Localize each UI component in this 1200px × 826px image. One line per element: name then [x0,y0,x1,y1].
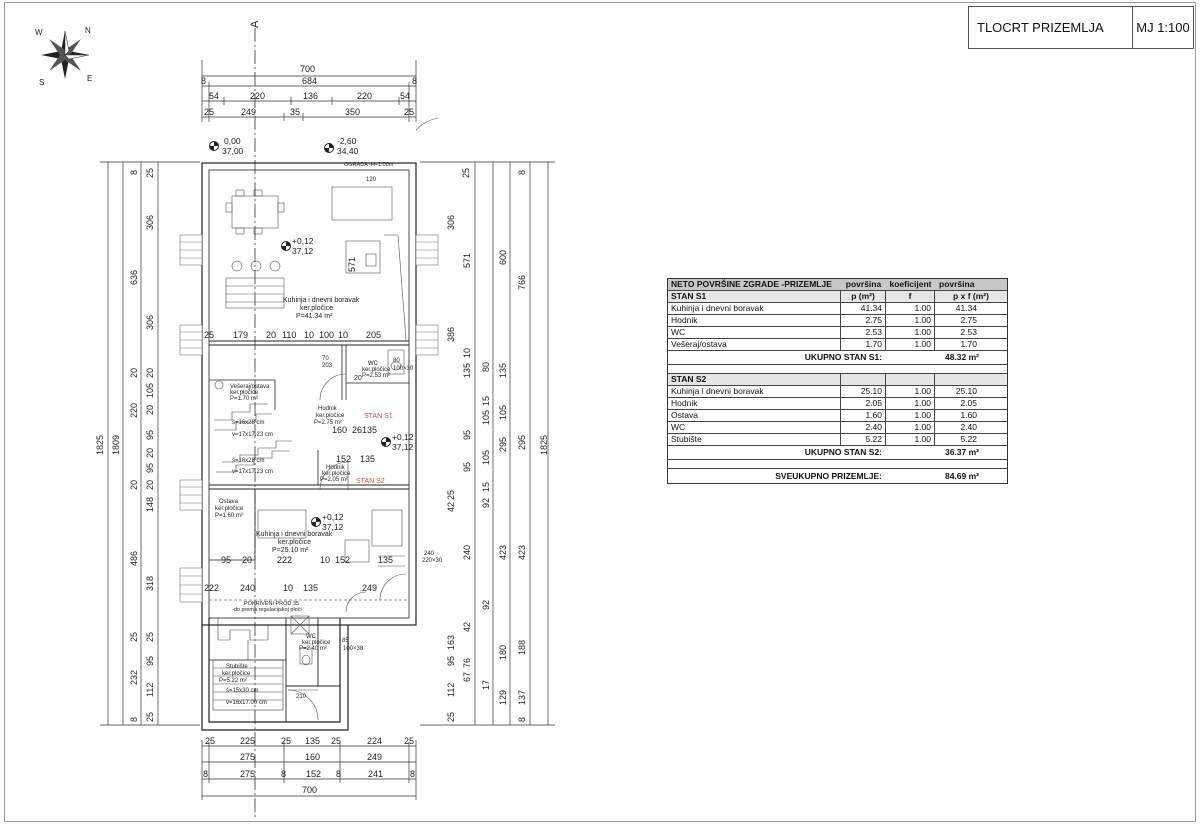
svg-text:241: 241 [368,769,384,779]
table-spacer [668,460,1007,469]
svg-text:25: 25 [204,107,215,117]
svg-text:10: 10 [320,555,331,565]
svg-text:220×30: 220×30 [422,558,443,564]
svg-text:70: 70 [322,356,329,362]
svg-text:35: 35 [290,107,301,117]
svg-text:-2,60: -2,60 [337,136,357,146]
svg-text:P=1.60 m²: P=1.60 m² [215,513,243,519]
svg-text:684: 684 [302,76,318,86]
section-axis-label: A [249,20,261,28]
svg-text:25: 25 [129,631,139,642]
svg-text:423: 423 [498,544,508,560]
room-label-s1-utility [230,384,270,402]
svg-text:232: 232 [129,669,139,685]
room-labels [215,297,394,684]
svg-text:25: 25 [205,736,216,746]
svg-text:95: 95 [446,655,456,666]
svg-text:25: 25 [145,167,155,178]
svg-text:249: 249 [362,583,378,593]
room-label-s1-hall [314,406,345,426]
level-mark [312,512,344,532]
svg-text:95: 95 [145,655,155,666]
svg-text:222: 222 [204,583,220,593]
svg-text:148: 148 [145,496,155,512]
svg-text:Stubište: Stubište [226,664,248,670]
compass-icon [35,26,92,87]
svg-text:160: 160 [332,425,348,435]
svg-text:700: 700 [300,64,316,74]
svg-text:225: 225 [240,736,256,746]
svg-text:306: 306 [145,314,155,330]
svg-text:š=16x28 cm: š=16x28 cm [232,420,265,426]
svg-text:š=15x30 cm: š=15x30 cm [226,688,259,694]
svg-text:ker.pločice: ker.pločice [278,539,312,546]
svg-text:8: 8 [129,716,139,722]
svg-text:105: 105 [145,382,155,398]
svg-text:10: 10 [283,583,294,593]
svg-text:P=1.70 m²: P=1.70 m² [230,396,258,402]
svg-text:8: 8 [336,769,342,779]
table-row: Kuhinja i dnevni boravak 25.10 1.00 25.10 [668,386,1007,398]
svg-text:8: 8 [281,769,287,779]
svg-text:67: 67 [462,671,472,682]
svg-text:95: 95 [462,461,472,472]
svg-text:8: 8 [203,769,209,779]
svg-text:Ostava: Ostava [219,499,239,505]
svg-text:-do prema regulacijskoj ploči: -do prema regulacijskoj ploči [232,607,302,613]
svg-text:0,00: 0,00 [224,136,241,146]
net-area-table [667,278,1008,484]
table-spacer [668,365,1007,374]
svg-text:100×30: 100×30 [393,366,414,372]
svg-text:26: 26 [352,425,363,435]
svg-text:636: 636 [129,269,139,285]
svg-text:486: 486 [129,550,139,566]
room-label-s2-stairs [219,664,251,684]
level-mark [282,236,314,256]
svg-text:100: 100 [319,330,335,340]
svg-text:37,12: 37,12 [322,522,344,532]
svg-text:210: 210 [296,694,307,700]
svg-text:110: 110 [282,330,297,340]
compass-label: E [87,74,93,83]
svg-text:179: 179 [233,330,249,340]
svg-text:295: 295 [498,436,508,452]
svg-text:8: 8 [412,76,418,86]
svg-text:249: 249 [241,107,257,117]
svg-text:275: 275 [240,769,256,779]
svg-text:STAN S2: STAN S2 [356,478,385,485]
svg-text:37,12: 37,12 [392,442,414,452]
svg-text:135: 135 [362,425,378,435]
svg-text:8: 8 [517,169,527,175]
level-mark [382,432,414,452]
svg-text:700: 700 [302,785,318,795]
svg-text:P=2.53 m²: P=2.53 m² [362,373,390,379]
svg-text:20: 20 [145,479,155,490]
svg-text:95: 95 [221,555,232,565]
drawing-scale: MJ 1:100 [1132,6,1194,49]
svg-text:112: 112 [145,682,155,697]
svg-text:249: 249 [367,752,383,762]
table-grand-total: SVEUKUPNO PRIZEMLJE: 84.69 m² [775,470,979,481]
svg-text:P=5.22 m²: P=5.22 m² [219,678,247,684]
svg-text:ker.pločice: ker.pločice [230,390,259,396]
svg-text:37,00: 37,00 [222,146,244,156]
svg-text:152: 152 [335,555,351,565]
svg-text:350: 350 [345,107,361,117]
bottom-dimension-text [203,736,415,795]
svg-text:15: 15 [481,481,491,492]
svg-text:295: 295 [517,434,527,450]
svg-text:+0,12: +0,12 [392,432,414,442]
svg-text:135: 135 [360,454,376,464]
svg-text:136: 136 [303,91,319,101]
svg-text:10: 10 [304,330,315,340]
svg-text:ker.pločice: ker.pločice [215,506,244,512]
svg-text:42: 42 [446,501,456,512]
left-dimension-text [95,168,155,722]
svg-text:20: 20 [266,330,277,340]
svg-text:1825: 1825 [95,434,105,455]
svg-text:160: 160 [305,752,321,762]
svg-text:275: 275 [240,752,256,762]
svg-text:92: 92 [481,599,491,610]
svg-text:10: 10 [462,347,472,358]
svg-text:386: 386 [446,326,456,342]
svg-text:105: 105 [481,449,491,465]
svg-text:112: 112 [446,682,456,697]
svg-text:P=2.40 m²: P=2.40 m² [299,646,327,652]
svg-text:20: 20 [145,367,155,378]
svg-text:8: 8 [201,76,207,86]
apartment-labels [356,413,393,485]
svg-text:OGRADA -H=1.00m: OGRADA -H=1.00m [344,162,394,168]
svg-text:571: 571 [462,252,472,268]
svg-text:Kuhinja i dnevni boravak: Kuhinja i dnevni boravak [283,297,360,304]
svg-text:ker.pločice: ker.pločice [302,640,331,646]
svg-text:180: 180 [498,644,508,660]
room-label-s2-hall [320,465,351,483]
svg-text:1809: 1809 [111,434,121,455]
table-row: Stubište 5.22 1.00 5.22 [668,434,1007,446]
svg-text:8: 8 [410,769,416,779]
svg-text:76: 76 [462,657,472,668]
svg-text:25: 25 [404,107,415,117]
svg-text:92: 92 [481,497,491,508]
svg-text:600: 600 [498,249,508,265]
svg-text:v=17x17.23 cm: v=17x17.23 cm [232,432,273,438]
svg-text:25: 25 [145,711,155,722]
svg-text:34,40: 34,40 [337,146,359,156]
svg-text:37,12: 37,12 [292,246,314,256]
svg-text:WC: WC [368,361,378,367]
svg-text:163: 163 [446,634,456,650]
svg-text:135: 135 [462,362,472,378]
svg-text:423: 423 [517,544,527,560]
svg-text:25: 25 [446,711,456,722]
svg-text:20: 20 [129,367,139,378]
svg-text:105: 105 [498,404,508,420]
right-dimension-text [446,168,549,722]
room-label-s1-wc [362,361,391,379]
svg-text:129: 129 [498,689,508,705]
svg-text:80: 80 [393,358,400,364]
svg-text:54: 54 [400,91,411,101]
svg-text:Hodnik: Hodnik [318,406,337,412]
table-row: Hodnik 2.75 1.00 2.75 [668,315,1007,327]
room-label-s2-storage [215,499,244,519]
svg-text:STAN S1: STAN S1 [364,413,393,420]
svg-text:135: 135 [378,555,394,565]
svg-text:1825: 1825 [539,434,549,455]
svg-text:š=16x28 cm: š=16x28 cm [232,458,265,464]
room-label-s2-living [256,531,333,554]
svg-text:25: 25 [281,736,292,746]
svg-text:95: 95 [145,429,155,440]
svg-text:205: 205 [366,330,382,340]
svg-text:54: 54 [209,91,220,101]
svg-text:20: 20 [129,479,139,490]
svg-text:25: 25 [204,330,215,340]
svg-text:222: 222 [277,555,293,565]
svg-text:+0,12: +0,12 [322,512,344,522]
svg-text:20: 20 [145,447,155,458]
compass-label: N [85,26,91,35]
svg-text:240: 240 [462,544,472,560]
top-dimension-text [201,64,417,117]
table-row: Ostava 1.60 1.00 1.60 [668,410,1007,422]
svg-text:224: 224 [367,736,383,746]
svg-text:P=25.10 m²: P=25.10 m² [272,547,309,554]
right-dimension-lines [420,162,555,725]
svg-text:20: 20 [145,404,155,415]
svg-text:10: 10 [338,330,349,340]
svg-text:306: 306 [446,214,456,230]
table-row: WC 2.40 1.00 2.40 [668,422,1007,434]
svg-text:8: 8 [517,716,527,722]
svg-text:220: 220 [357,91,373,101]
svg-text:120: 120 [366,177,377,183]
level-mark [210,136,244,156]
svg-text:ker.pločice: ker.pločice [300,305,334,312]
svg-text:766: 766 [517,274,527,290]
svg-text:25: 25 [461,167,471,178]
svg-text:318: 318 [145,575,155,591]
svg-text:POKRIVENI PROD 35: POKRIVENI PROD 35 [244,601,300,607]
svg-text:42: 42 [462,621,472,632]
svg-text:135: 135 [498,362,508,378]
svg-text:220: 220 [129,402,139,418]
table-row: Kuhinja i dnevni boravak 41.34 1.00 41.34 [668,303,1007,315]
table-row: WC 2.53 1.00 2.53 [668,327,1007,339]
svg-text:Kuhinja i dnevni boravak: Kuhinja i dnevni boravak [256,531,333,538]
svg-text:25: 25 [331,736,342,746]
svg-text:135: 135 [303,583,319,593]
svg-text:v=17x17.23 cm: v=17x17.23 cm [232,469,273,475]
svg-text:571: 571 [347,256,357,272]
svg-text:P=2.05 m²: P=2.05 m² [320,477,348,483]
compass-label: S [39,78,45,87]
window-shutters [180,235,438,602]
room-label-s1-living [283,297,360,320]
svg-text:ker.pločice: ker.pločice [222,671,251,677]
svg-text:80: 80 [481,361,491,372]
svg-text:Hodnik: Hodnik [326,465,345,471]
svg-text:137: 137 [517,689,527,705]
level-mark [325,136,359,156]
svg-text:203: 203 [322,363,333,369]
table-total-s2: UKUPNO STAN S2: 36.37 m² [668,446,1007,460]
svg-text:152: 152 [306,769,322,779]
svg-text:85: 85 [342,638,349,644]
table-header: NETO POVRŠINE ZGRADE -PRIZEMLJE površina koeficijent površina [668,279,1007,291]
svg-text:95: 95 [145,462,155,473]
table-row: Hodnik 2.05 1.00 2.05 [668,398,1007,410]
svg-text:8: 8 [129,169,139,175]
table-section-s1: STAN S1 p (m²) f p x f (m²) [668,291,1007,303]
svg-text:220: 220 [250,91,266,101]
room-label-s2-wc [299,634,331,652]
svg-text:ker.pločice: ker.pločice [362,367,391,373]
svg-text:25: 25 [145,631,155,642]
table-section-s2: STAN S2 [668,374,1007,386]
table-total-s1: UKUPNO STAN S1: 48.32 m² [668,351,1007,365]
compass-label: W [35,28,43,37]
svg-text:v=16x17.00 cm: v=16x17.00 cm [226,700,267,706]
svg-text:+0,12: +0,12 [292,236,314,246]
svg-text:135: 135 [305,736,321,746]
svg-text:306: 306 [145,214,155,230]
svg-text:15: 15 [481,395,491,406]
svg-text:WC: WC [306,634,316,640]
svg-text:25: 25 [404,736,415,746]
svg-text:17: 17 [481,679,491,690]
svg-text:25: 25 [446,489,456,500]
svg-text:P=41.34 m²: P=41.34 m² [296,313,333,320]
svg-text:152: 152 [336,454,352,464]
drawing-title: TLOCRT PRIZEMLJA [968,6,1133,49]
svg-text:ker.pločice: ker.pločice [322,471,351,477]
svg-text:20: 20 [354,375,362,382]
svg-text:95: 95 [462,429,472,440]
svg-text:20: 20 [242,555,253,565]
svg-text:Vešeraj/ostava: Vešeraj/ostava [230,384,270,390]
table-row: Vešeraj/ostava 1.70 1.00 1.70 [668,339,1007,351]
svg-text:ker.pločice: ker.pločice [316,413,345,419]
svg-text:240: 240 [424,551,435,557]
svg-text:100×38: 100×38 [343,646,364,652]
svg-text:P=2.75 m²: P=2.75 m² [314,420,342,426]
svg-text:105: 105 [481,409,491,425]
svg-text:188: 188 [517,639,527,655]
svg-text:240: 240 [240,583,256,593]
